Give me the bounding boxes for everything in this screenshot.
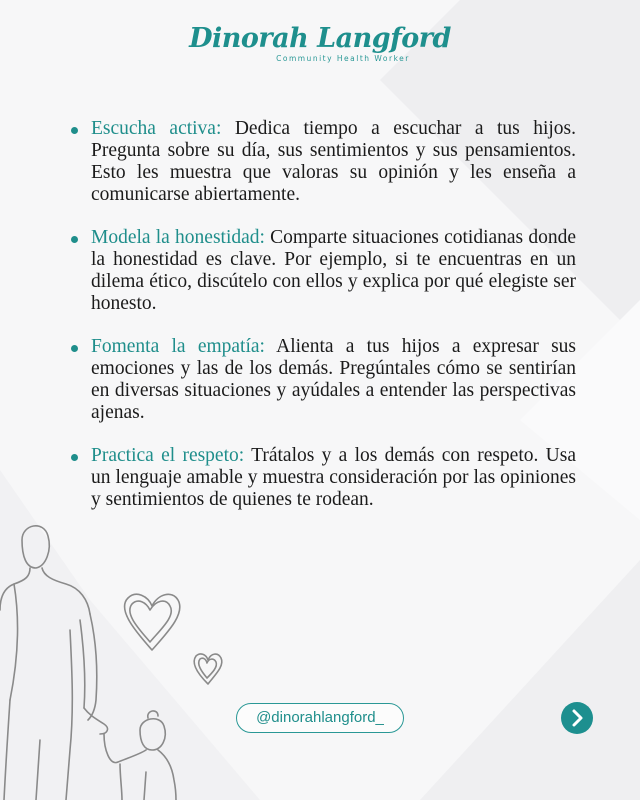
bullet-icon [71,454,78,461]
tip-text [91,227,576,315]
chevron-right-icon [561,702,593,734]
brand-logo [0,22,640,63]
bullet-icon [71,127,78,134]
tips-list [70,118,576,532]
next-button[interactable] [561,702,593,734]
brand-subtitle: Community Health Worker [276,54,410,63]
brand-name: Dinorah Langford [189,23,451,54]
social-handle-badge[interactable]: @dinorahlangford_ [236,703,404,733]
tip-item [70,445,576,511]
tip-title: Fomenta la empatía: [91,336,265,357]
tip-body: Trátalos y a los demás con respeto. Usa un lenguaje amable y muestra consideración por las opiniones y sentimientos de quienes te rodean. [91,445,576,510]
tip-item [70,118,576,206]
tip-text [91,445,576,511]
tip-body: Comparte situaciones cotidianas donde la honestidad es clave. Por ejemplo, si te encuentras en un dilema ético, discútelo con ellos y explica por qué elegiste ser honesto. [91,227,576,314]
tip-body: Alienta a tus hijos a expresar sus emociones y las de los demás. Pregúntales cómo se sentirían en diversas situaciones y ayúdales a entender las perspectivas ajenas. [91,336,576,423]
tip-title: Modela la honestidad: [91,227,265,248]
tip-text [91,336,576,424]
tip-body: Dedica tiempo a escuchar a tus hijos. Pregunta sobre su día, sus sentimientos y sus pensamientos. Esto les muestra que valoras su opinión y les enseña a comunicarse abiertamente. [91,118,576,205]
bullet-icon [71,345,78,352]
parent-child-line-art [0,510,240,800]
tip-text [91,118,576,206]
tip-title: Escucha activa: [91,118,222,139]
tip-title: Practica el respeto: [91,445,245,466]
bullet-icon [71,236,78,243]
tip-item [70,336,576,424]
tip-item [70,227,576,315]
